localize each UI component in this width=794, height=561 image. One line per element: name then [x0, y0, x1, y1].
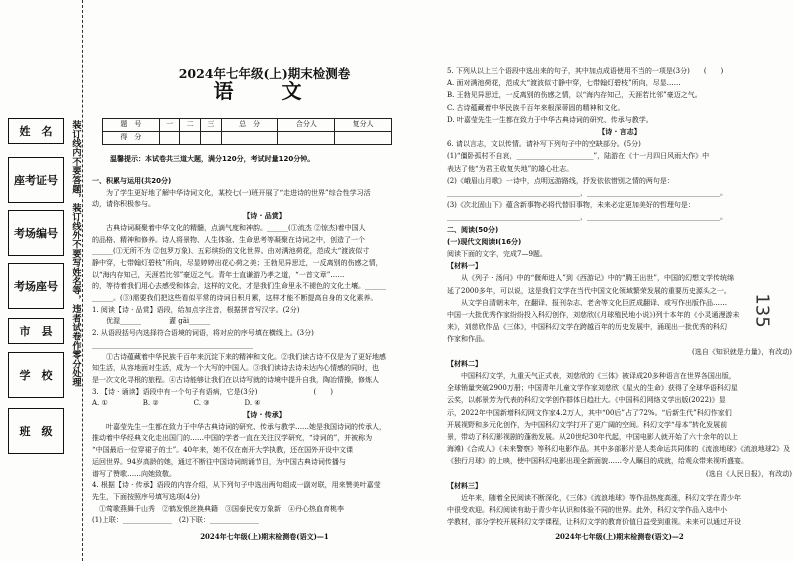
text-line: A. ① B. ② C. ③ D. ④ — [92, 399, 261, 408]
text-line: 3. 【诗 · 诵读】语段中有一个句子有语病，它是(3分) ( ) — [92, 387, 333, 396]
text-line: 从《列子 · 汤问》中的“偃师进人”到《西游记》中的“腾王出世”，中国的幻想文学传统绵 — [447, 274, 734, 283]
text-line: ______。(③)需要我们把这些看似平常的诗词日积月累，这样才能不断提高自身的文化素养。 — [92, 294, 378, 302]
text-line: B. 王勃见异思迁，一反离别的伤感之情，以“海内存知己，天涯若比邻”豪迈之气。 — [447, 91, 702, 100]
table-cell: 得 分 — [103, 132, 160, 145]
field-label: 考场座号 — [14, 280, 58, 293]
text-line: ______________________________________，______________________________________。 — [447, 189, 727, 197]
text-line: 来》，刘慈欣作品《三体》，中国科幻文学在跨越百年的历史发展中，涌现出一批优秀的科幻 — [447, 323, 727, 332]
text-line: 以“海内存知己，天涯若比邻”豪迈之气。青年士直谦游乃孝之道，“一首文章”…… — [92, 270, 345, 279]
text-line: A. 面对满池荷花，范成大“渡波似寸静中穿，七带翰灯碧枝”所向，尽显…… — [447, 79, 681, 88]
text-line: (选自《人民日报》，有改动) — [706, 469, 792, 478]
exam-title: 2024年七年级(上)期末检测卷 — [178, 66, 351, 81]
county-field[interactable] — [8, 318, 64, 344]
text-line: 海滩)《合成人》《未来警察》等科幻电影作品。其中多部影片是人类命运共同体的《流浪地球》《流浪地球2》及 — [447, 445, 791, 454]
exam-subject: 语 文 — [213, 79, 316, 103]
text-line: 古典诗词凝聚着中华文化的精髓，点滴气度和神韵。______(①流杰 ②惊杰)着中国人 — [92, 223, 366, 232]
text-line: 优渥______ 灌 gāi______ — [92, 317, 211, 326]
text-line: 二、阅读(50分) — [447, 225, 499, 234]
text-line: 一、积累与运用(共20分) — [92, 177, 172, 185]
text-line: 的，等待着我们用心去感受和体会，这样的文化，才是我们生命里永不褪色的文化土壤。______ — [92, 282, 386, 291]
text-line: 延了2000多年，可以说，这是我们文学在当代中国文化领域繁荣发展的重要历史源头之一。 — [447, 286, 731, 295]
text-line: 是一次文化寻根的旅程。④古诗能够让我们在以诗写就的诗境中提升自我，陶冶情操，修炼人 — [92, 375, 379, 384]
text-line: 【诗 · 言志】 — [598, 128, 641, 136]
text-line: 全球销量突破2900万册；中国青年儿童文学作家刘慈欣《星火的生命》获得了全球华语科幻星 — [447, 384, 738, 393]
text-line: (3)《次北固山下》蕴含新事物必将代替旧事物，未来必定更加美好的哲理句是： — [447, 201, 695, 210]
text-line: 近年来，随着全民阅读不断深化，《三体》《流浪地球》等作品热度高涨，科幻文学在青少年 — [447, 494, 741, 502]
text-line: ______________________________________，______________________________________。 — [447, 213, 727, 222]
exam-tip: 温馨提示：本试卷共三道大题，满分120分，考试时量120分钟。 — [110, 155, 315, 163]
text-line: 开展视野和多元化创作，为中国科幻文学打开了更广阔的空间。科幻文学“母本”转化发展前 — [447, 420, 728, 429]
text-line: 【诗 · 传承】 — [243, 411, 286, 419]
text-line: ①古诗蕴藏着中华民族千百年来沉淀下来的精神和文化。②我们读古诗不仅是为了更好地感 — [92, 352, 386, 361]
text-line: 中很受欢迎。科幻阅读有助于青少年认识和体验不同的世界。此外，科幻文学作品入选中小 — [447, 506, 727, 515]
school-field[interactable] — [8, 352, 64, 398]
right-column — [447, 0, 792, 561]
binding-notice: 装订线内不要答题，装订线外不要写姓名等，违者试卷作零分处理 — [70, 120, 81, 387]
text-line: 《独行月球》的上映，使中国科幻电影出现全新面貌……令人瞩目的成就，给观众带来视听盛宴。 — [447, 457, 748, 466]
score-input-cell[interactable] — [335, 132, 392, 145]
score-input-cell[interactable] — [278, 132, 335, 145]
text-line: 【材料一】 — [447, 262, 482, 271]
text-line: 4. 根据【诗 · 传承】语段的内容介绍，从下列句子中选出两句组成一副对联，用来赞美叶嘉莹 — [92, 481, 381, 490]
table-cell: 总 分 — [221, 119, 278, 132]
text-line: (2)《峨眉山月歌》一诗中，点明远游路线，抒发依依惜别之情的两句是： — [447, 176, 674, 185]
name-field[interactable] — [8, 118, 64, 144]
table-cell: 复分人 — [335, 119, 392, 132]
score-input-cell[interactable] — [221, 132, 278, 145]
text-line: 的品格、精神和修养。诗人将景物、人生体验、生命思考等凝聚在诗词之中，创造了一个 — [92, 235, 365, 244]
text-line: 中国一大批优秀作家纷纷投入科幻创作，刘慈欣(《月球殖民地小说》)列十本年的《小灵通漫游未 — [447, 311, 740, 319]
text-line: (1)“僵卧孤村不自哀，______________________”，陆游在《十一月四日风雨大作》中 — [447, 152, 710, 161]
text-line: 表达了他“为君王收复失地”的雄心壮志。 — [447, 164, 574, 173]
text-line: 作家和作品。 — [447, 335, 489, 344]
text-line: 静中穿，七带翰灯碧枝”所向，尽显婷婷出花心荷之美；王勃见异思迁，一反离别的伤感之情， — [92, 258, 383, 267]
text-line: 从文学自清朝末年，在翻译、报刊杂志、老舍等文化巨匠成翻译、或写作出版作品…… — [447, 298, 727, 307]
text-line: 【材料三】 — [447, 481, 482, 490]
table-cell: 三 — [201, 119, 222, 132]
text-line: 谱写了赞歌……向她致敬。 — [92, 469, 176, 478]
text-line: 阅读下面的文字，完成7—9题。 — [447, 250, 547, 258]
text-line: 推动着中华经典文化走出国门的……中国的学者一直在关注汉学研究，“诗词的”，并被称为 — [92, 434, 373, 443]
text-line: 为了学生更好地了解中华诗词文化，某校七(一)班开展了“走进诗的世界”综合性学习活 — [92, 188, 371, 197]
score-input-cell[interactable] — [201, 132, 222, 145]
text-line: 1. 阅读【诗 · 品赏】语段，给加点字注音，根据拼音写汉字。(2分) — [92, 305, 300, 314]
text-line: “中国最后一位穿裙子的士”。40年来，她不仅在南开大学执教，还在国外开设中文课 — [92, 446, 354, 455]
text-line: 5. 下列从以上三个语段中选出来的句子，其中加点成语使用不当的一项是(3分) ( ) — [447, 67, 724, 75]
table-cell: 题 号 — [103, 119, 160, 132]
text-line: 学教材，部分学校开展科幻文学课程，让科幻文学的教育价值日益受到重视。未来可以通过开设 — [447, 518, 741, 527]
class-field[interactable] — [8, 408, 64, 454]
text-line: ①莺歌燕舞千山秀 ②鹤发银丝换典籍 ③国泰民安万象新 ④丹心热血育桃李 — [92, 504, 344, 513]
text-line: D. 叶嘉莹先生一生都在致力于中华古典诗词的研究、传承与教学。 — [447, 115, 653, 124]
text-line: (一)现代文阅读Ⅰ(16分) — [447, 237, 522, 246]
binding-line — [82, 0, 83, 561]
text-line: ______________________________________________ — [92, 340, 253, 349]
table-cell: 一 — [159, 119, 180, 132]
field-label: 考场编号 — [14, 227, 58, 240]
text-line: (选自《知识就是力量》，有改动) — [692, 347, 792, 356]
text-line: 6. 请以言志，文以传情。请补写下列句子中的空缺部分。(5分) — [447, 140, 641, 149]
seat-field[interactable] — [8, 263, 64, 309]
handwritten-mark: 135 — [751, 293, 773, 328]
text-line: 动，请你积极参与。 — [92, 200, 155, 209]
text-line: 【材料二】 — [447, 359, 482, 368]
page-footer: 2024年七年级(上)期末检测卷(语文)—2 — [555, 532, 684, 541]
text-line: ______(①无所不为 ②包罗万象)、五彩缤纷的文化世界。由对满池荷花，范成大“渡波似寸 — [92, 247, 370, 256]
field-label: 班 级 — [19, 425, 53, 438]
text-line: 叶嘉莹先生一生都在致力于中华古典诗词的研究、传承与教学……她是我国诗词的传承人， — [92, 422, 386, 431]
field-label: 学 校 — [19, 369, 53, 382]
text-line: C. 古诗蕴藏着中华民族千百年来根深蒂固的精神和文化。 — [447, 103, 625, 112]
score-input-cell[interactable] — [180, 132, 201, 145]
score-input-cell[interactable] — [159, 132, 180, 145]
left-column — [92, 0, 437, 561]
text-line: 运回世界。94岁高龄的她，通过不断往中国诗词朗诵节目，为中国古典诗词传播与 — [92, 457, 346, 466]
table-cell: 二 — [180, 119, 201, 132]
page-footer: 2024年七年级(上)期末检测卷(语文)—1 — [200, 532, 329, 541]
table-row — [103, 132, 392, 145]
field-label: 座考证号 — [14, 174, 58, 187]
text-line: (1)上联：______________ (2)下联：______________ — [92, 516, 259, 525]
text-line: 云奖，以郝景芳为代表的科幻文学创作群体日趋壮大。《中国科幻网络文学出版(2022)》显 — [447, 396, 726, 405]
score-table — [102, 118, 392, 145]
text-line: 知生活，从容地面对生活，成为一个大写的中国人。③我们读诗去诗未达内心情感的同时，也 — [92, 364, 379, 373]
exam-id-field[interactable] — [8, 157, 64, 203]
field-label: 市 县 — [19, 325, 53, 338]
exam-room-field[interactable] — [8, 210, 64, 256]
binding-strip — [0, 0, 86, 561]
text-line: 2. 从语段括号内选择符合语境的词语，将对应的序号填在横线上。(3分) — [92, 329, 314, 338]
field-label: 姓 名 — [19, 125, 53, 138]
table-row — [103, 119, 392, 132]
text-line: 中国科幻文学，九重天气正式表，刘慈欣的《三体》被译成20多种语言在世界各国出版， — [447, 372, 736, 380]
table-cell: 合分人 — [278, 119, 335, 132]
text-line: 示，2022年中国新增科幻网文作家4.2万人，其中“00后”占了72%。“后新生代”科幻作家们 — [447, 408, 732, 417]
text-line: 【诗 · 品赏】 — [243, 212, 286, 221]
text-line: 先生，下面按照序号填写选项(4分) — [92, 492, 200, 501]
text-line: 景，带动了科幻影视剧的蓬勃发展。从20世纪30年代起，中国电影人就开始了六十余年的以上 — [447, 433, 738, 441]
